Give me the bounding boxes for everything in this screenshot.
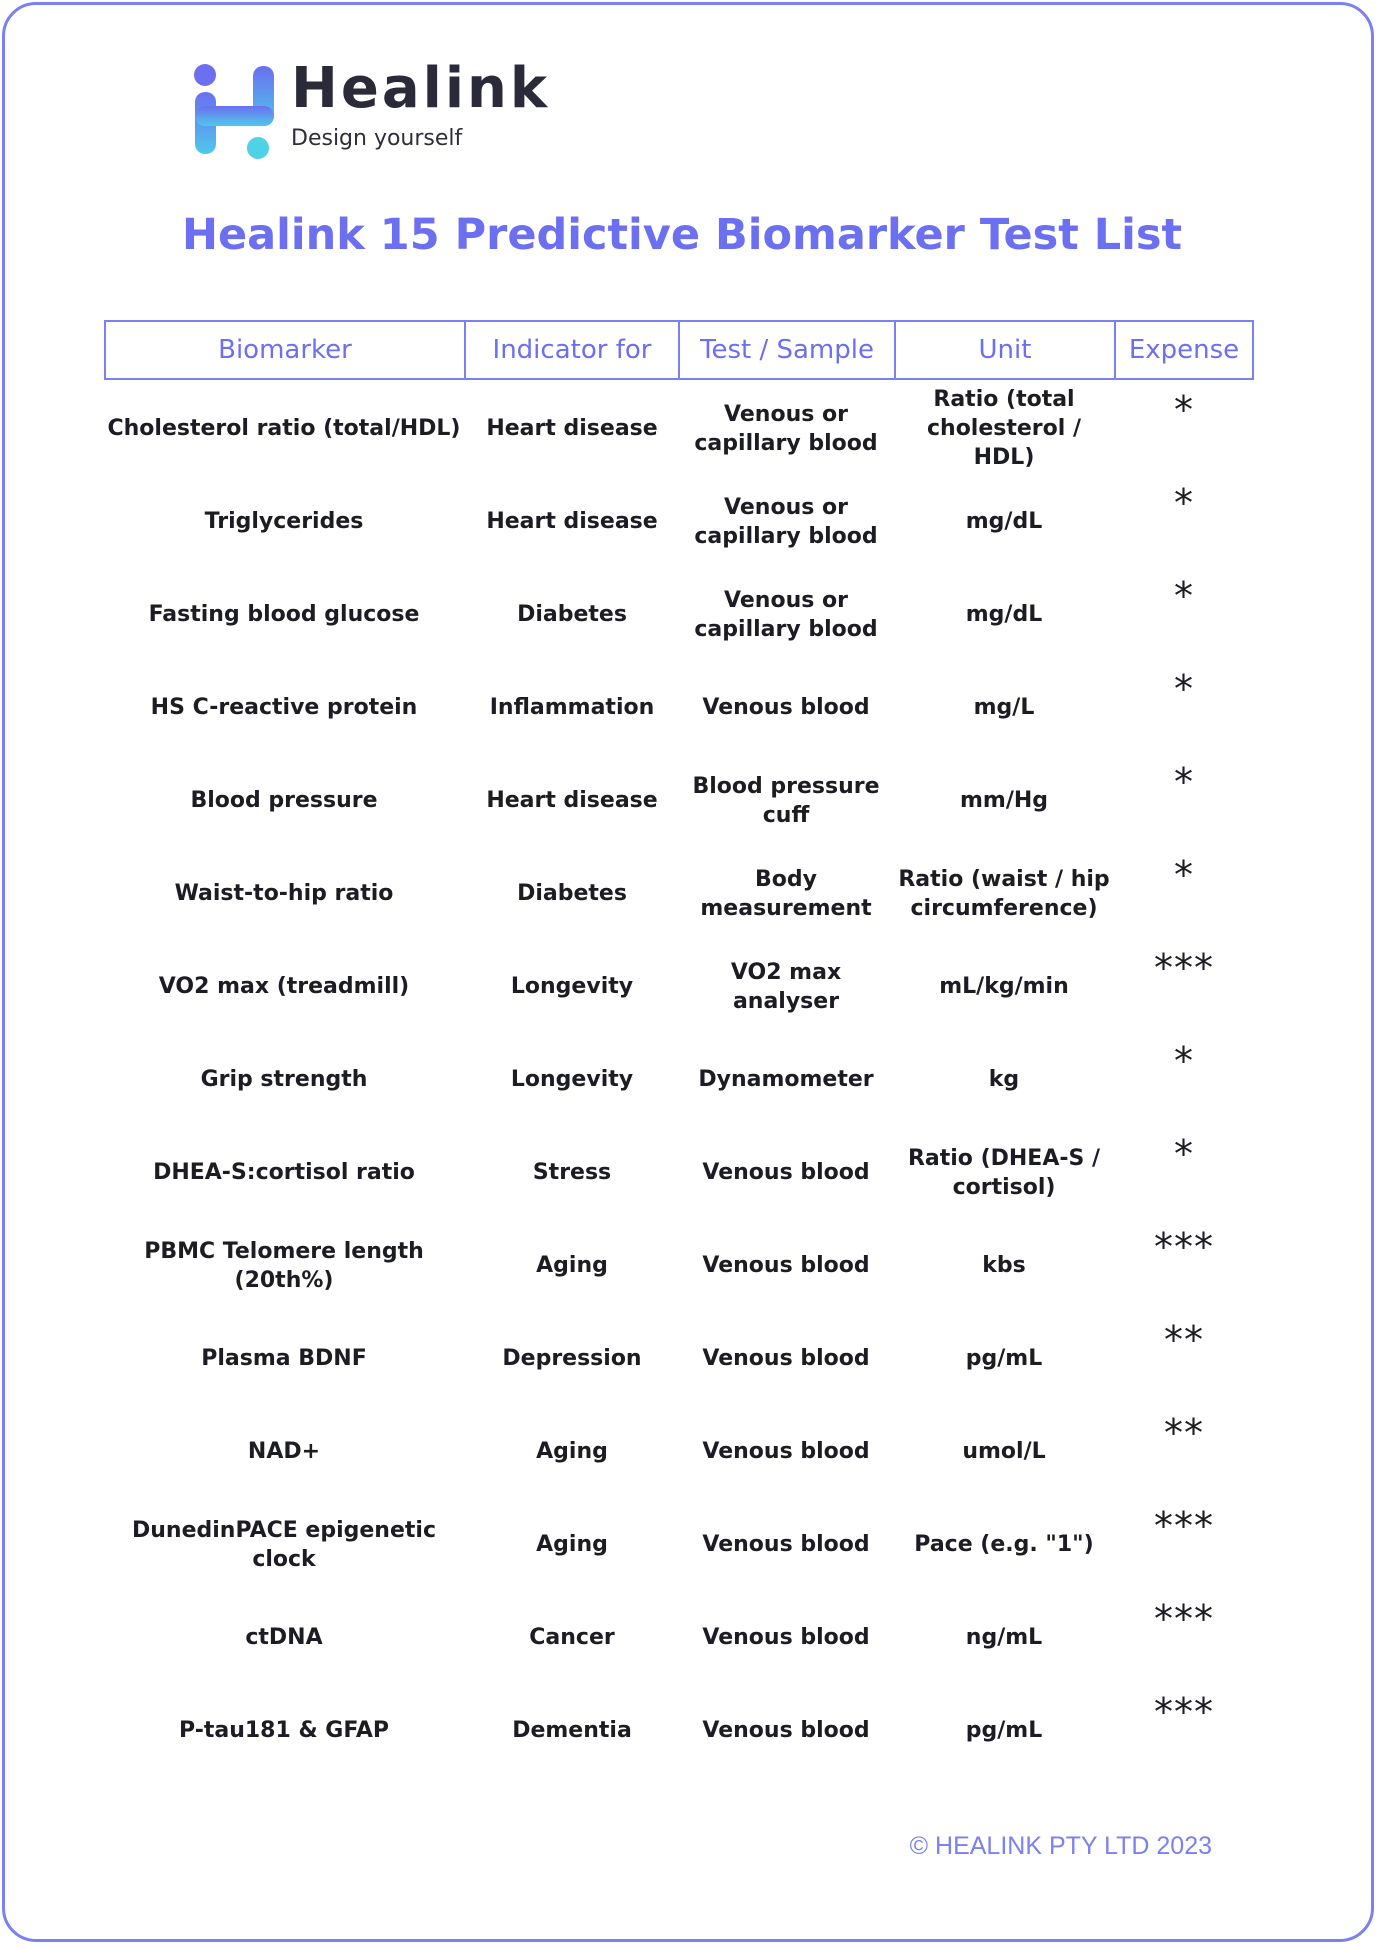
cell-unit: umol/L [962, 1439, 1046, 1464]
table-row [104, 1219, 1254, 1312]
table-header [104, 320, 1254, 380]
brand-tagline: Design yourself [291, 126, 463, 151]
table-row [104, 1591, 1254, 1684]
cell-indicator: Dementia [512, 1718, 632, 1743]
cell-test-sample: Venous blood [702, 1439, 870, 1464]
column-header-test-sample: Test / Sample [678, 320, 896, 380]
cell-unit: mg/dL [965, 509, 1043, 534]
cell-biomarker: Grip strength [200, 1067, 368, 1092]
cell-expense: *** [1154, 1504, 1214, 1548]
cell-unit: ng/mL [965, 1625, 1043, 1650]
cell-biomarker: Triglycerides [204, 509, 364, 534]
cell-indicator: Depression [502, 1346, 642, 1371]
cell-unit: kbs [982, 1253, 1026, 1278]
cell-indicator: Inflammation [489, 695, 655, 720]
cell-unit: Ratio (DHEA-S / cortisol) [907, 1145, 1101, 1200]
table-row [104, 1126, 1254, 1219]
cell-unit: mg/dL [965, 602, 1043, 627]
cell-biomarker: HS C-reactive protein [150, 695, 418, 720]
cell-expense: ** [1164, 1318, 1204, 1362]
column-header-biomarker: Biomarker [104, 320, 466, 380]
cell-biomarker: PBMC Telomere length (20th%) [144, 1238, 424, 1293]
table-row [104, 940, 1254, 1033]
cell-expense: * [1174, 1039, 1194, 1083]
cell-test-sample: Venous blood [702, 1532, 870, 1557]
cell-expense: * [1174, 388, 1194, 432]
cell-indicator: Aging [536, 1532, 608, 1557]
table-row [104, 1033, 1254, 1126]
cell-biomarker: ctDNA [245, 1625, 323, 1650]
table-row [104, 1498, 1254, 1591]
table-row [104, 1684, 1254, 1777]
cell-test-sample: Venous blood [702, 1625, 870, 1650]
copyright-footer: © HEALINK PTY LTD 2023 [909, 1832, 1212, 1860]
cell-indicator: Cancer [529, 1625, 615, 1650]
cell-test-sample: Venous blood [702, 695, 870, 720]
cell-unit: mL/kg/min [939, 974, 1069, 999]
cell-expense: * [1174, 667, 1194, 711]
cell-unit: mm/Hg [959, 788, 1049, 813]
cell-indicator: Aging [536, 1253, 608, 1278]
cell-test-sample: Venous or capillary blood [694, 587, 878, 642]
cell-expense: * [1174, 1132, 1194, 1176]
cell-indicator: Longevity [510, 974, 634, 999]
cell-expense: * [1174, 481, 1194, 525]
cell-indicator: Aging [536, 1439, 608, 1464]
cell-indicator: Stress [532, 1160, 612, 1185]
page-title: Healink 15 Predictive Biomarker Test List [181, 210, 1183, 260]
cell-test-sample: VO2 max analyser [730, 959, 842, 1014]
cell-expense: *** [1154, 1597, 1214, 1641]
cell-biomarker: Waist-to-hip ratio [174, 881, 394, 906]
cell-test-sample: Body measurement [700, 866, 872, 921]
cell-expense: *** [1154, 946, 1214, 990]
column-header-expense: Expense [1114, 320, 1254, 380]
cell-biomarker: Blood pressure [190, 788, 378, 813]
cell-unit: mg/L [973, 695, 1035, 720]
healink-logo-icon [192, 62, 282, 162]
table-row [104, 1405, 1254, 1498]
table-row [104, 475, 1254, 568]
cell-test-sample: Venous or capillary blood [694, 494, 878, 549]
cell-biomarker: Fasting blood glucose [148, 602, 420, 627]
cell-unit: kg [988, 1067, 1020, 1092]
cell-indicator: Diabetes [517, 881, 627, 906]
cell-indicator: Heart disease [486, 788, 658, 813]
cell-expense: ** [1164, 1411, 1204, 1455]
cell-biomarker: VO2 max (treadmill) [158, 974, 410, 999]
cell-expense: * [1174, 853, 1194, 897]
column-header-indicator: Indicator for [464, 320, 680, 380]
cell-expense: * [1174, 574, 1194, 618]
table-row [104, 1312, 1254, 1405]
cell-test-sample: Venous or capillary blood [694, 401, 878, 456]
cell-unit: pg/mL [965, 1346, 1043, 1371]
brand-name: Healink [291, 56, 551, 121]
cell-unit: Pace (e.g. "1") [914, 1532, 1094, 1557]
cell-expense: * [1174, 760, 1194, 804]
cell-indicator: Heart disease [486, 416, 658, 441]
cell-biomarker: DHEA-S:cortisol ratio [153, 1160, 415, 1185]
cell-test-sample: Venous blood [702, 1160, 870, 1185]
table-row [104, 382, 1254, 475]
cell-expense: *** [1154, 1225, 1214, 1269]
cell-biomarker: Plasma BDNF [201, 1346, 367, 1371]
table-row [104, 661, 1254, 754]
table-row [104, 847, 1254, 940]
cell-test-sample: Venous blood [702, 1253, 870, 1278]
cell-unit: Ratio (total cholesterol / HDL) [926, 387, 1081, 470]
cell-expense: *** [1154, 1690, 1214, 1734]
cell-test-sample: Venous blood [702, 1718, 870, 1743]
cell-test-sample: Blood pressure cuff [692, 773, 880, 828]
cell-test-sample: Venous blood [702, 1346, 870, 1371]
table-row [104, 754, 1254, 847]
cell-indicator: Heart disease [486, 509, 658, 534]
cell-biomarker: NAD+ [247, 1439, 321, 1464]
table-row [104, 568, 1254, 661]
cell-unit: pg/mL [965, 1718, 1043, 1743]
column-header-unit: Unit [894, 320, 1116, 380]
cell-test-sample: Dynamometer [698, 1067, 874, 1092]
cell-indicator: Longevity [510, 1067, 634, 1092]
cell-biomarker: DunedinPACE epigenetic clock [132, 1517, 436, 1572]
cell-unit: Ratio (waist / hip circumference) [898, 866, 1110, 921]
cell-biomarker: P-tau181 & GFAP [178, 1718, 390, 1743]
cell-indicator: Diabetes [517, 602, 627, 627]
cell-biomarker: Cholesterol ratio (total/HDL) [107, 416, 461, 441]
